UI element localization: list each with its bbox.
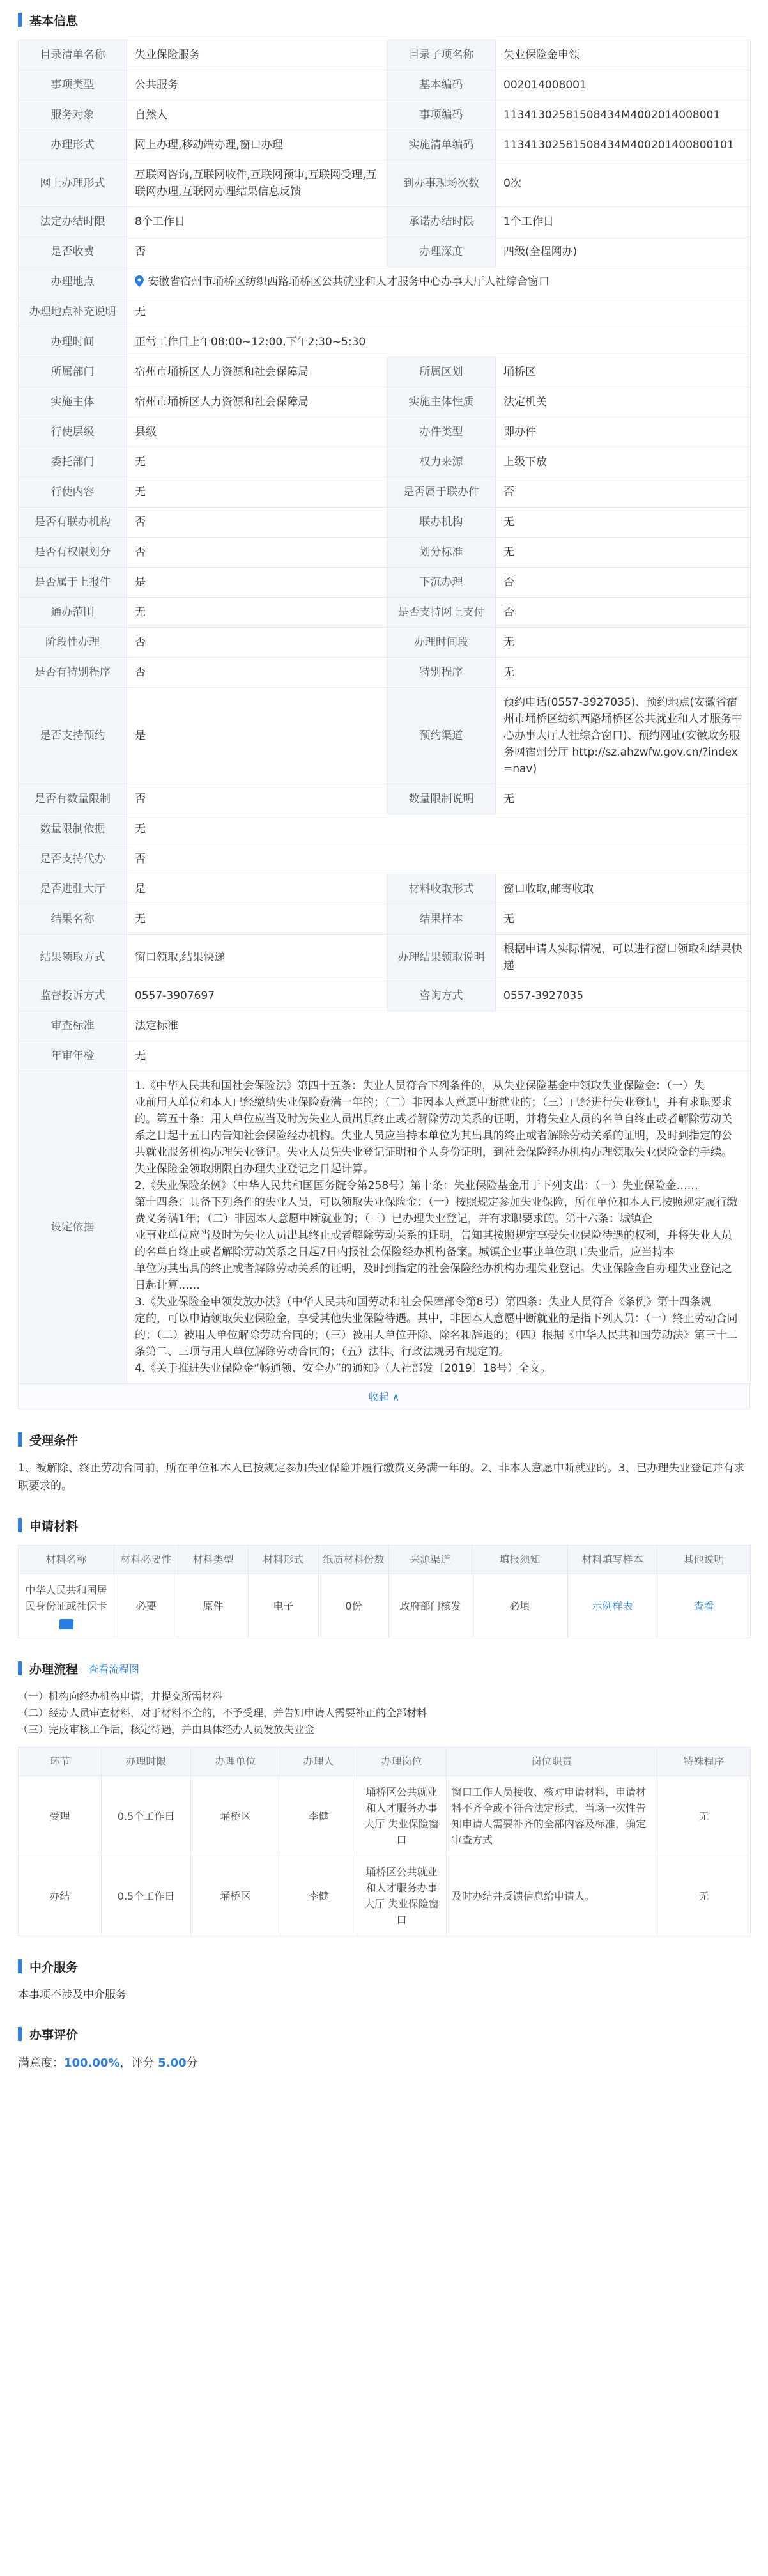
table-row: [19, 598, 751, 628]
materials-card: [18, 1545, 750, 1638]
table-header-row: [19, 1546, 751, 1574]
field-key: 办理地点补充说明: [19, 297, 127, 327]
table-row: [19, 237, 751, 267]
column-header: 纸质材料份数: [319, 1546, 389, 1574]
field-key: 数量限制说明: [387, 784, 496, 814]
field-key: 法定办结时限: [19, 207, 127, 237]
field-value: 否: [127, 508, 387, 538]
legal-basis-line: 2.《失业保险条例》（中华人民共和国国务院令第258号）第十条：失业保险基金用于下列支出：（一）失业保险金……: [135, 1179, 698, 1192]
step-duty: 及时办结并反馈信息给申请人。: [447, 1856, 657, 1936]
id-card-icon[interactable]: [59, 1619, 73, 1629]
process-steps: [18, 1688, 750, 1738]
table-row: [19, 658, 751, 688]
field-key: 所属部门: [19, 357, 127, 387]
table-row: [19, 1776, 751, 1856]
column-header: 环节: [19, 1748, 102, 1776]
view-flowchart-link[interactable]: 查看流程图: [88, 1663, 140, 1675]
table-row: [19, 1041, 751, 1071]
field-value: 否: [127, 628, 387, 658]
field-key: 实施主体: [19, 387, 127, 417]
field-value: 否: [127, 658, 387, 688]
table-row: [19, 568, 751, 598]
field-value: 无: [127, 1041, 751, 1071]
field-value: 无: [496, 538, 751, 568]
section-bar: [18, 1432, 22, 1447]
field-value: 否: [127, 844, 751, 874]
basic-info-card: [18, 40, 750, 1409]
field-value: 1个工作日: [496, 207, 751, 237]
process-step: （一）机构向经办机构申请，并提交所需材料: [18, 1690, 223, 1702]
section-evaluation-title: [0, 2014, 768, 2054]
field-value: 否: [496, 598, 751, 628]
field-key: 联办机构: [387, 508, 496, 538]
field-key: 划分标准: [387, 538, 496, 568]
column-header: 材料填写样本: [568, 1546, 657, 1574]
section-bar: [18, 1661, 22, 1675]
field-value: 0557-3927035: [496, 981, 751, 1011]
step-unit: 埇桥区: [191, 1776, 280, 1856]
field-value: 无: [127, 814, 751, 844]
table-row: [19, 1574, 751, 1638]
column-header: 材料名称: [19, 1546, 114, 1574]
legal-basis-line: 单位为其出具的终止或者解除劳动关系的证明，及时到指定的社会保险经办机构办理失业登记。失业保险金自办理失业登记之日起计算……: [135, 1262, 732, 1292]
field-key: 办理时间: [19, 327, 127, 357]
field-key: 特别程序: [387, 658, 496, 688]
field-value: 11341302581508434M4002014008001: [496, 100, 751, 130]
section-conditions-label: 受理条件: [29, 1433, 79, 1448]
field-key: 实施清单编码: [387, 130, 496, 160]
process-step: （二）经办人员审查材料，对于材料不全的，不予受理，并告知申请人需要补正的全部材料: [18, 1707, 427, 1719]
table-row: [19, 844, 751, 874]
location-text: 安徽省宿州市埇桥区纺织西路埇桥区公共就业和人才服务中心办事大厅人社综合窗口: [148, 275, 549, 288]
table-row: [19, 327, 751, 357]
column-header: 填报须知: [472, 1546, 568, 1574]
table-row: [19, 70, 751, 100]
score-value: 5.00: [158, 2056, 187, 2070]
section-bar: [18, 1518, 22, 1532]
field-key: 是否进驻大厅: [19, 874, 127, 904]
field-key: 是否有特别程序: [19, 658, 127, 688]
table-row: [19, 40, 751, 70]
field-key: 预约渠道: [387, 688, 496, 784]
section-materials-title: [0, 1505, 768, 1545]
table-row: [19, 981, 751, 1011]
intermediary-text: 本事项不涉及中介服务: [18, 1989, 127, 2001]
column-header: 材料类型: [178, 1546, 249, 1574]
field-key: 审查标准: [19, 1011, 127, 1041]
field-value: 法定标准: [127, 1011, 751, 1041]
field-key: 设定依据: [19, 1071, 127, 1384]
field-key: 实施主体性质: [387, 387, 496, 417]
column-header: 办理单位: [191, 1748, 280, 1776]
field-value: 宿州市埇桥区人力资源和社会保障局: [127, 387, 387, 417]
section-bar: [18, 13, 22, 27]
basic-info-table: [18, 40, 751, 1384]
field-key: 数量限制依据: [19, 814, 127, 844]
table-row: [19, 538, 751, 568]
field-value: 否: [127, 237, 387, 267]
field-key: 事项类型: [19, 70, 127, 100]
column-header: 其他说明: [657, 1546, 751, 1574]
field-value: 失业保险服务: [127, 40, 387, 70]
field-value: 窗口收取,邮寄收取: [496, 874, 751, 904]
location-value: [127, 267, 751, 297]
field-key: 材料收取形式: [387, 874, 496, 904]
table-row: [19, 1071, 751, 1384]
field-key: 监督投诉方式: [19, 981, 127, 1011]
materials-table: [18, 1545, 751, 1638]
score-label: ，评分: [119, 2056, 155, 2070]
field-key: 办理形式: [19, 130, 127, 160]
material-notice: 必填: [472, 1574, 568, 1638]
field-key: 咨询方式: [387, 981, 496, 1011]
step-unit: 埇桥区: [191, 1856, 280, 1936]
table-row: [19, 100, 751, 130]
legal-basis-line: 1.《中华人民共和国社会保险法》第四十五条：失业人员符合下列条件的，从失业保险基金中领取失业保险金：（一）失: [135, 1080, 705, 1092]
reserve-channels: 预约电话(0557-3927035)、预约地点(安徽省宿州市埇桥区纺织西路埇桥区公共就业和人才服务中心办事大厅人社综合窗口)、预约网址(安徽政务服务网宿州分厅 http://sz.ahzwfw.gov.cn/?index=nav): [496, 688, 751, 784]
material-copies: 0份: [319, 1574, 389, 1638]
section-process-title: [0, 1649, 768, 1688]
step-name: 受理: [19, 1776, 102, 1856]
field-value: 无: [496, 658, 751, 688]
field-key: 是否收费: [19, 237, 127, 267]
score-unit: 分: [186, 2056, 198, 2070]
field-key: 办件类型: [387, 417, 496, 447]
field-value: 否: [496, 477, 751, 508]
field-key: 权力来源: [387, 447, 496, 477]
process-table: [18, 1747, 751, 1936]
field-value: 自然人: [127, 100, 387, 130]
field-key: 服务对象: [19, 100, 127, 130]
table-row: [19, 207, 751, 237]
satisfaction-rate: 100.00%: [64, 2056, 120, 2070]
field-key: 通办范围: [19, 598, 127, 628]
section-evaluation-label: 办事评价: [29, 2028, 79, 2042]
field-value: 无: [496, 508, 751, 538]
process-card: [18, 1747, 750, 1936]
table-row: [19, 387, 751, 417]
field-value: 失业保险金申领: [496, 40, 751, 70]
field-key: 事项编码: [387, 100, 496, 130]
field-value: 正常工作日上午08:00~12:00,下午2:30~5:30: [127, 327, 751, 357]
legal-basis: [127, 1071, 751, 1384]
field-value: 县级: [127, 417, 387, 447]
column-header: 特殊程序: [657, 1748, 751, 1776]
field-key: 结果领取方式: [19, 935, 127, 981]
satisfaction-label: 满意度：: [18, 2056, 64, 2070]
step-limit: 0.5个工作日: [102, 1856, 191, 1936]
collapse-button[interactable]: 收起 ∧: [18, 1384, 750, 1409]
legal-basis-line: 4.《关于推进失业保险金“畅通领、安全办”的通知》（人社部发〔2019〕18号）全文。: [135, 1362, 551, 1375]
field-key: 结果名称: [19, 904, 127, 935]
field-value: 否: [127, 538, 387, 568]
field-key: 是否有联办机构: [19, 508, 127, 538]
section-intermediary-title: [0, 1946, 768, 1986]
section-process-label: 办理流程: [29, 1662, 79, 1677]
field-value: 无: [127, 904, 387, 935]
step-post: 埇桥区公共就业和人才服务办事大厅 失业保险窗口: [357, 1856, 447, 1936]
field-value: 8个工作日: [127, 207, 387, 237]
step-duty: 窗口工作人员接收、核对申请材料，申请材料不齐全或不符合法定形式，当场一次性告知申请人需要补齐的全部内容及标准，确定审查方式: [447, 1776, 657, 1856]
material-form: 电子: [249, 1574, 319, 1638]
material-name: [19, 1574, 114, 1638]
field-key: 行使层级: [19, 417, 127, 447]
table-row: [19, 784, 751, 814]
field-key: 承诺办结时限: [387, 207, 496, 237]
field-value: 无: [127, 598, 387, 628]
field-key: 是否支持预约: [19, 688, 127, 784]
column-header: 材料必要性: [114, 1546, 178, 1574]
field-value: 四级(全程网办): [496, 237, 751, 267]
table-row: [19, 814, 751, 844]
column-header: 办理时限: [102, 1748, 191, 1776]
step-special: 无: [657, 1776, 751, 1856]
field-value: 无: [496, 784, 751, 814]
field-key: 是否支持代办: [19, 844, 127, 874]
field-key: 是否支持网上支付: [387, 598, 496, 628]
material-name-text: 中华人民共和国居民身份证或社保卡: [25, 1584, 107, 1612]
location-pin-icon: [135, 275, 144, 287]
sample-link[interactable]: 示例样表: [592, 1600, 633, 1612]
field-key: 办理时间段: [387, 628, 496, 658]
field-key: 委托部门: [19, 447, 127, 477]
table-header-row: [19, 1748, 751, 1776]
step-limit: 0.5个工作日: [102, 1776, 191, 1856]
field-key: 结果样本: [387, 904, 496, 935]
field-key: 年审年检: [19, 1041, 127, 1071]
step-name: 办结: [19, 1856, 102, 1936]
field-value: 埇桥区: [496, 357, 751, 387]
table-row: [19, 1011, 751, 1041]
field-value: 无: [496, 628, 751, 658]
view-link-cell[interactable]: [657, 1574, 751, 1638]
material-necessity: 必要: [114, 1574, 178, 1638]
field-value: 否: [496, 568, 751, 598]
field-value: 002014008001: [496, 70, 751, 100]
conditions-text: 1、被解除、终止劳动合同前，所在单位和本人已按规定参加失业保险并履行缴费义务满一年的。2、非本人意愿中断就业的。3、已办理失业登记并有求职要求的。: [18, 1462, 745, 1493]
table-row: [19, 477, 751, 508]
satisfaction: [18, 2054, 750, 2070]
field-value: 0557-3907697: [127, 981, 387, 1011]
process-step: （三）完成审核工作后，核定待遇，并由具体经办人员发放失业金: [18, 1723, 315, 1735]
legal-basis-line: 第十四条：具备下列条件的失业人员，可以领取失业保险金：（一）按照规定参加失业保险，所在单位和本人已按照规定履行缴费义务满1年；（二）非因本人意愿中断就业的；（三）已办理失业登记，并有求职要求的。第十六条：城镇企: [135, 1196, 738, 1225]
view-link[interactable]: 查看: [693, 1600, 714, 1612]
section-basic-title: [0, 0, 768, 40]
field-value: 网上办理,移动端办理,窗口办理: [127, 130, 387, 160]
column-header: 办理岗位: [357, 1748, 447, 1776]
legal-basis-line: 3.《失业保险金申领发放办法》（中华人民共和国劳动和社会保障部令第8号）第四条：失业人员符合《条例》第十四条规: [135, 1296, 712, 1308]
field-value: 宿州市埇桥区人力资源和社会保障局: [127, 357, 387, 387]
field-value: 是: [127, 874, 387, 904]
field-value: 是: [127, 568, 387, 598]
table-row: [19, 688, 751, 784]
sample-link-cell[interactable]: [568, 1574, 657, 1638]
field-key: 下沉办理: [387, 568, 496, 598]
section-conditions-title: [0, 1420, 768, 1459]
field-value: 上级下放: [496, 447, 751, 477]
field-value: 窗口领取,结果快递: [127, 935, 387, 981]
field-key: 办理深度: [387, 237, 496, 267]
section-materials-label: 申请材料: [29, 1519, 79, 1533]
field-value: 公共服务: [127, 70, 387, 100]
column-header: 来源渠道: [389, 1546, 472, 1574]
column-header: 办理人: [280, 1748, 357, 1776]
field-value: 否: [127, 784, 387, 814]
field-value: 无: [127, 297, 751, 327]
field-key: 阶段性办理: [19, 628, 127, 658]
field-key: 目录清单名称: [19, 40, 127, 70]
legal-basis-line: 业事业单位应当及时为失业人员出具终止或者解除劳动关系的证明，告知其按照规定享受失业保险待遇的权利，并将失业人员的名单自终止或者解除劳动关系之日起7日内报社会保险经办机构备案。城镇企业事业单位职工失业后，应当持本: [135, 1229, 732, 1259]
section-bar: [18, 2027, 22, 2041]
table-row: [19, 130, 751, 160]
field-value: 无: [496, 904, 751, 935]
table-row: [19, 904, 751, 935]
field-value: 根据申请人实际情况，可以进行窗口领取和结果快递: [496, 935, 751, 981]
column-header: 岗位职责: [447, 1748, 657, 1776]
field-key: 是否属于上报件: [19, 568, 127, 598]
field-value: 是: [127, 688, 387, 784]
field-value: 即办件: [496, 417, 751, 447]
step-person: 李健: [280, 1776, 357, 1856]
step-person: 李健: [280, 1856, 357, 1936]
field-value: 法定机关: [496, 387, 751, 417]
field-key: 行使内容: [19, 477, 127, 508]
field-key: 目录子项名称: [387, 40, 496, 70]
section-basic-label: 基本信息: [29, 13, 79, 28]
section-intermediary-label: 中介服务: [29, 1960, 79, 1975]
table-row: [19, 628, 751, 658]
table-row: [19, 1856, 751, 1936]
table-row: [19, 417, 751, 447]
table-row: [19, 297, 751, 327]
material-source: 政府部门核发: [389, 1574, 472, 1638]
field-key: 是否属于联办件: [387, 477, 496, 508]
legal-basis-line: 定的，可以申请领取失业保险金，享受其他失业保险待遇。其中，非因本人意愿中断就业的是指下列人员：（一）终止劳动合同的；（二）被用人单位解除劳动合同的；（三）被用人单位开除、除名和辞退的；（四）根据《中华人民共和国劳动法》第三十二条第二、三项与用人单位解除劳动合同的；（五）法律、行政法规另有规定的。: [135, 1312, 738, 1358]
section-bar: [18, 1959, 22, 1973]
table-row: [19, 447, 751, 477]
table-row: [19, 357, 751, 387]
legal-basis-line: 业前用人单位和本人已经缴纳失业保险费满一年的；（二）非因本人意愿中断就业的；（三）已经进行失业登记，并有求职要求的。第五十条：用人单位应当及时为失业人员出具终止或者解除劳动关系的证明，并将失业人员的名单自终止或者解除劳动关系之日起十五日内告知社会保险经办机构。失业人员应当持本单位为其出具的终止或者解除劳动关系的证明，及时到指定的公共就业服务机构办理失业登记。失业人员凭失业登记证明和个人身份证明，到社会保险经办机构办理领取失业保险金的手续。失业保险金领取期限自办理失业登记之日起计算。: [135, 1096, 732, 1175]
table-row: [19, 508, 751, 538]
field-value: 无: [127, 477, 387, 508]
step-special: 无: [657, 1856, 751, 1936]
step-post: 埇桥区公共就业和人才服务办事大厅 失业保险窗口: [357, 1776, 447, 1856]
field-key: 网上办理形式: [19, 160, 127, 207]
field-key: 是否有权限划分: [19, 538, 127, 568]
field-key: 办理地点: [19, 267, 127, 297]
field-value: 0次: [496, 160, 751, 207]
field-value: 无: [127, 447, 387, 477]
field-key: 到办事现场次数: [387, 160, 496, 207]
table-row: [19, 267, 751, 297]
field-key: 所属区划: [387, 357, 496, 387]
table-row: [19, 935, 751, 981]
table-row: [19, 874, 751, 904]
table-row: [19, 160, 751, 207]
field-key: 是否有数量限制: [19, 784, 127, 814]
field-value: 互联网咨询,互联网收件,互联网预审,互联网受理,互联网办理,互联网办理结果信息反馈: [127, 160, 387, 207]
column-header: 材料形式: [249, 1546, 319, 1574]
field-key: 办理结果领取说明: [387, 935, 496, 981]
material-type: 原件: [178, 1574, 249, 1638]
field-value: 11341302581508434M400201400800101: [496, 130, 751, 160]
field-key: 基本编码: [387, 70, 496, 100]
